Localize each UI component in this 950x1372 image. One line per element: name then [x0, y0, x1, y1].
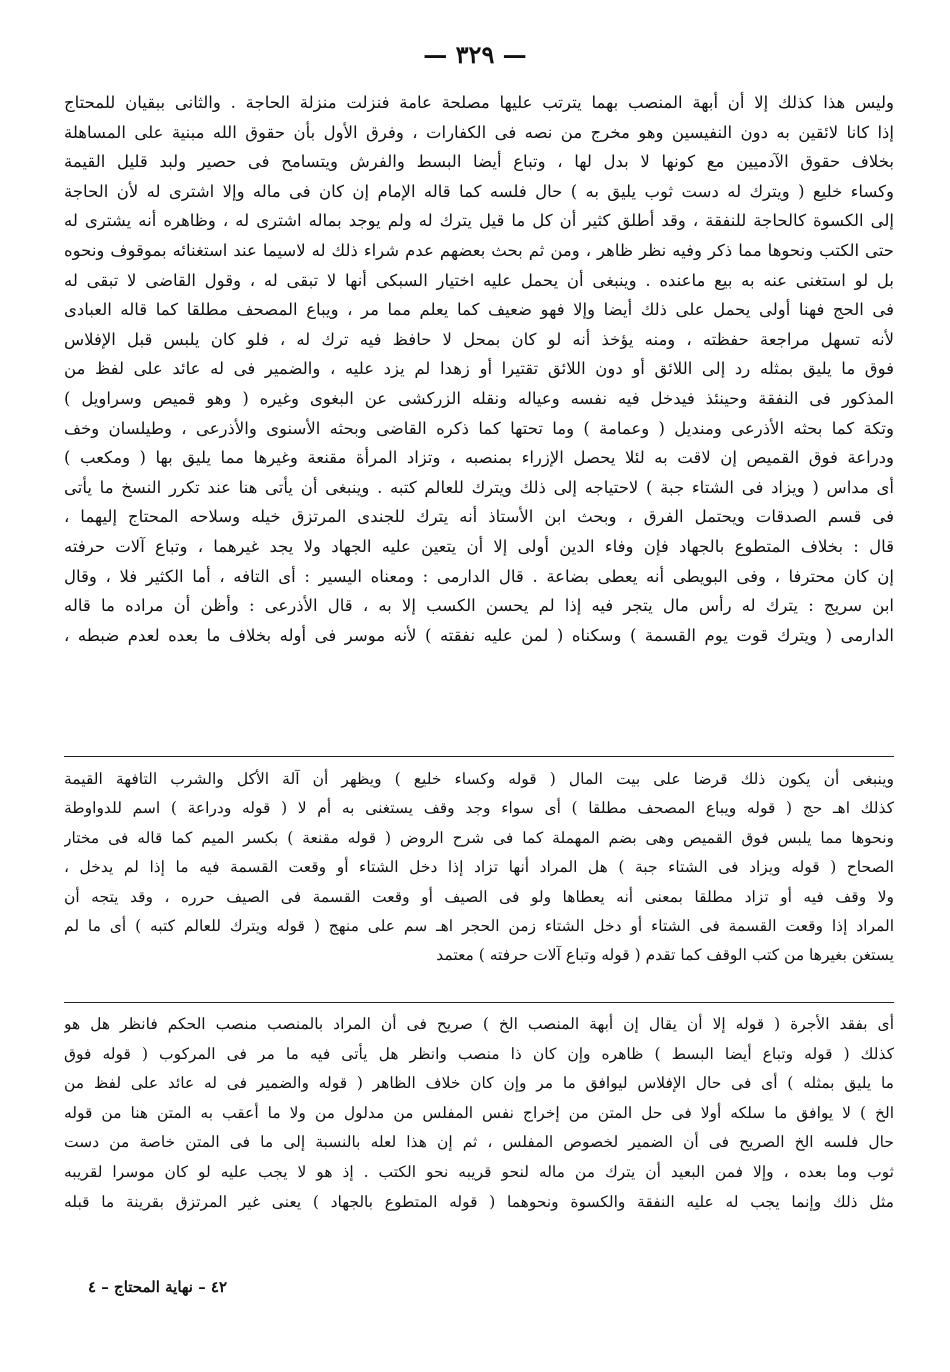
printer-signature: ٤٢ – نهاية المحتاج – ٤: [88, 1278, 228, 1296]
main-text-line: قال : بخلاف المتطوع بالجهاد فإن وفاء الدين أولى إلا أن يتعين عليه الجهاد ولا يجد غيرهما ، وتباع آلات حرفته: [64, 536, 894, 556]
footnote-commentary-1: [64, 765, 894, 971]
footnote-line: أى بفقد الأجرة ( قوله إلا أن يقال إن أبهة المنصب الخ ) صريح فى أن المراد بالمنصب منصب الحكم فانظر هل هو: [64, 1015, 894, 1033]
footnote-line: الصحاح ( قوله ويزاد فى الشتاء جبة ) هل المراد أنها تزاد إذا دخل الشتاء أو وقعت القسمة فيه ما إذا لم يدخل ،: [64, 858, 894, 877]
footnote-line: حال فلسه الخ الصريح فى أن الضمير لخصوص المفلس ، ثم إن هذا لعله بالنسبة إلى ما فى المتن خاصة من دست: [64, 1133, 894, 1152]
main-text-line: إن كان محترفا ، وفى البويطى أنه يعطى بضاعة . قال الدارمى : ومعناه اليسير : أى التافه ، أما الكثير فلا ، وقال: [64, 566, 894, 586]
main-text-line: لأنه تسهل مراجعة حفظته ، ومنه يؤخذ أنه لو كان بمحل لا حافظ فيه ترك له ، فلو كان يلبس قبل الإفلاس: [64, 329, 894, 349]
main-text-line: وليس هذا كذلك إلا أن أبهة المنصب بهما يترتب عليها مصلحة عامة فنزلت منزلة الحاجة . والثانى ببقيان للمحتاج: [64, 93, 894, 112]
footnote-line: ثوب وما بعده ، وإلا فمن البعيد أن يترك من ماله لنحو قريبه نحو الكتب . إذ هو لا يجب عليه لو كان موسرا لقريبه: [64, 1162, 894, 1181]
footnote-line: الخ ) لا يوافق ما سلكه أولا فى حل المتن من إخراج نفس المفلس من مدلول من ولا ما أعقب به المتن هنا من قوله: [64, 1103, 894, 1122]
footnote-line: ونحوها مما يلبس فوق القميص وهى بضم المهملة كما فى شرح الروض ( قوله مقنعة ) بكسر الميم كما قاله فى مختار: [64, 828, 894, 847]
main-text-line: وتكة كما بحثه الأذرعى ومنديل ( وعمامة ) وما تحتها كما ذكره القاضى وبحثه الأسنوى والأذرعى ، وطيلسان وخف: [64, 418, 894, 438]
main-text-line: فى قسم الصدقات ويحتمل الفرق ، وبحث ابن الأستاذ أنه يترك للجندى المرتزق خيله وسلاحه المحتاج إليهما ،: [64, 507, 894, 527]
main-text-line: إذا كانا لائقين به دون النفيسين وهو مخرج من نصه فى الكفارات ، وفرق الأول بأن حقوق الله مبنية على المساهلة: [64, 122, 894, 142]
footnote-line: وينبغى أن يكون ذلك قرضا على بيت المال ( قوله وكساء خليع ) ويظهر أن آلة الأكل والشرب التافهة القيمة: [64, 770, 894, 788]
main-text-line: حتى الكتب ونحوها مما ذكر وفيه نظر ظاهر ، ومن ثم بحث بعضهم عدم شراء ذلك له لاسيما عند استغنائه بموقوف ونحوه: [64, 240, 894, 260]
footnote-divider: [64, 756, 894, 757]
footnote-line: كذلك ( قوله وتباع أيضا البسط ) ظاهره وإن كان ذا منصب وانظر هل يأتى فيه ما مر فى المركوب ( قوله فوق: [64, 1044, 894, 1063]
main-text-line: فى الحج فهنا أولى يحمل على ذلك أيضا وإلا فهو ضعيف كما يعلم مما مر ، ويباع المصحف مطلقا كما قاله العبادى: [64, 300, 894, 320]
footnote-line: مثل ذلك وإنما يجب له عليه النفقة والكسوة ونحوهما ( قوله المتطوع بالجهاد ) يعنى غير المرتزق بقرينة ما قبله: [64, 1192, 894, 1211]
main-text-line: المذكور فى النفقة وحينئذ فيدخل فيه نفسه وعياله ونقله الزركشى عن البغوى وغيره ( وهو قميص وسراويل ): [64, 388, 894, 408]
main-text-line: ابن سريج : يترك له رأس مال يتجر فيه إذا لم يحسن الكسب إلا به ، قال الأذرعى : وأظن أن مراده ما قاله: [64, 596, 894, 616]
main-text-line: أى مداس ( ويزاد فى الشتاء جبة ) لاحتياجه إلى ذلك ويترك للعالم كتبه . وينبغى أن يأتى هنا عند تكرر النسخ ما يأتى: [64, 477, 894, 497]
footnote-line: المراد إذا وقعت القسمة فى الشتاء أو دخل الشتاء زمن الحجر اهـ سم على منهج ( قوله ويترك للعالم كتبه ) أى ما لم: [64, 916, 894, 935]
footnote-line: ولا وقف فيه أو تزاد مطلقا بمعنى أنه يعطاها ولو فى الصيف أو وقعت القسمة فى الصيف حرره ، وقد يتجه أن: [64, 887, 894, 906]
main-text-line: الدارمى ( ويترك قوت يوم القسمة ) وسكناه ( لمن عليه نفقته ) لأنه موسر فى أوله بخلاف ما بعده لعدم ضبطه ،: [64, 625, 894, 645]
footnote-line: ما يليق بمثله ) أى فى حال الإفلاس ليوافق ما مر وإن كان خلاف الظاهر ( قوله والضمير فى له عائد على لفظ من: [64, 1074, 894, 1093]
main-text-line: بخلاف حقوق الآدميين مع كونها لا بدل لها ، وتباع أيضا البسط والفرش ويتسامح فى حصير ولبد قليل القيمة: [64, 152, 894, 172]
main-text-line: ودراعة فوق القميص إن لاقت به لئلا يحصل الإزراء بمنصبه ، وتزاد المرأة مقنعة وغيرها مما يليق بها ( ومكعب ): [64, 448, 894, 468]
main-text-line: فوق ما يليق بمثله رد إلى اللائق أو دون اللائق تقتيرا أو زهدا لم يزد عليه ، والضمير فى له عائد على لفظ من: [64, 359, 894, 379]
footnote-line: يستغن بغيرها من كتب الوقف كما تقدم ( قوله وتباع آلات حرفته ) معتمد: [436, 946, 894, 965]
main-text-line: وكساء خليع ( ويترك له دست ثوب يليق به ) حال فلسه كما قاله الإمام إن كان فى ماله وإلا اشترى له لأن الحاجة: [64, 181, 894, 201]
footnote-divider: [64, 1002, 894, 1003]
footnote-line: كذلك اهـ حج ( قوله ويباع المصحف مطلقا ) أى سواء وجد وقف يستغنى به أم لا ( قوله ودراعة ) اسم للدواوطة: [64, 799, 894, 818]
footnote-commentary-2: [64, 1010, 894, 1217]
main-text: [64, 88, 894, 650]
page-number: — ٣٢٩ —: [423, 40, 527, 69]
main-text-line: إلى الكسوة كالحاجة للنفقة ، وقد أطلق كثير أن كل ما قيل يترك له ولم يوجد بماله اشترى له ، وظاهره أنه يشترى له: [64, 211, 894, 231]
main-text-line: بل لو استغنى عنه به بيع ماعنده . وينبغى أن يحمل عليه اختيار السبكى أنها لا تبقى له ، وقول القاضى لا تبقى له: [64, 270, 894, 290]
